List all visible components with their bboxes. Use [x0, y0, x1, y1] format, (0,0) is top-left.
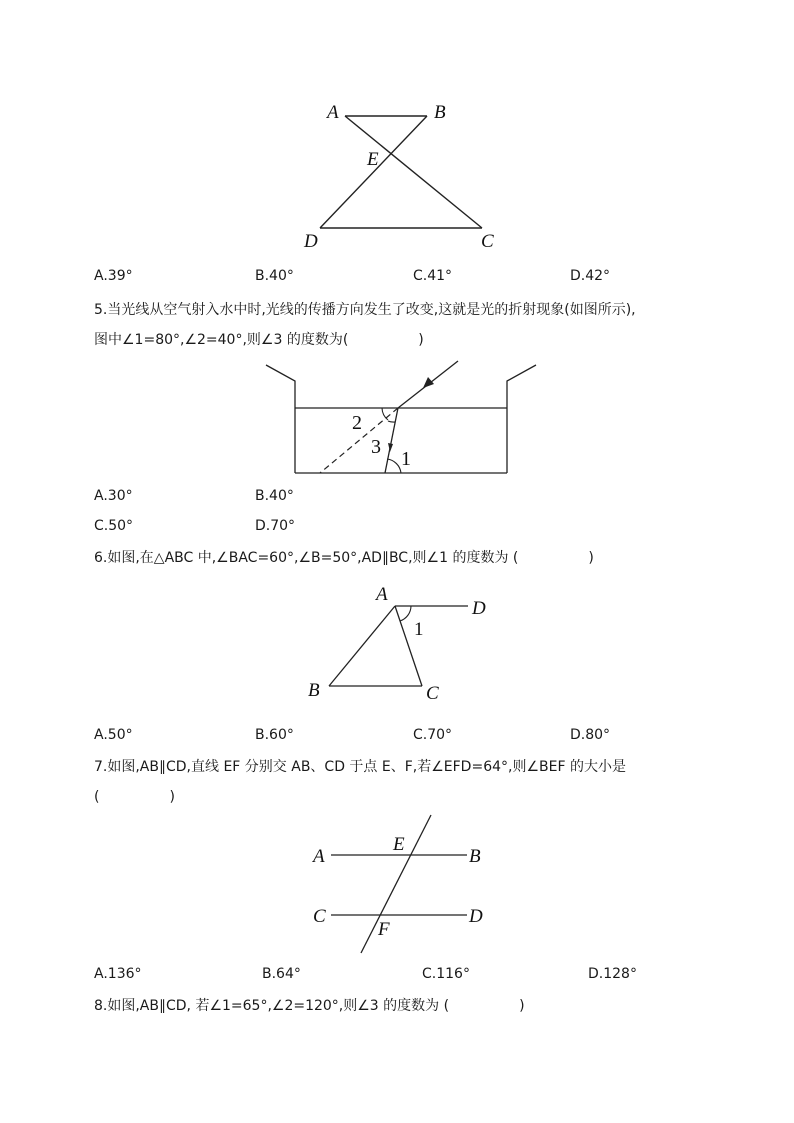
q6-option-c[interactable]: C.70°	[413, 727, 453, 743]
angle-arc-3	[388, 421, 395, 422]
q7-option-a[interactable]: A.136°	[94, 966, 142, 982]
point-label-e: E	[393, 834, 405, 855]
q7-stem-line2: ( )	[94, 789, 175, 805]
angle-label-2: 2	[352, 412, 362, 434]
q4-option-b[interactable]: B.40°	[255, 268, 294, 284]
q6-option-a[interactable]: A.50°	[94, 727, 133, 743]
angle-arc-1	[387, 459, 401, 473]
q5-option-b[interactable]: B.40°	[255, 488, 294, 504]
point-label-e: E	[367, 149, 379, 170]
segment-ac	[345, 116, 482, 228]
q7-option-c[interactable]: C.116°	[422, 966, 470, 982]
point-label-d: D	[469, 906, 483, 927]
figure-q4-triangles	[290, 95, 510, 260]
point-label-c: C	[426, 683, 439, 704]
point-label-b: B	[469, 846, 481, 867]
q7-option-b[interactable]: B.64°	[262, 966, 301, 982]
q4-option-c[interactable]: C.41°	[413, 268, 453, 284]
angle-arc-2	[382, 408, 388, 420]
segment-ac	[395, 606, 422, 686]
q7-option-d[interactable]: D.128°	[588, 966, 637, 982]
q5-stem-line2: 图中∠1=80°,∠2=40°,则∠3 的度数为( )	[94, 332, 424, 348]
q5-option-d[interactable]: D.70°	[255, 518, 296, 534]
angle-label-3: 3	[371, 436, 381, 458]
q5-stem-line1: 5.当光线从空气射入水中时,光线的传播方向发生了改变,这就是光的折射现象(如图所示),	[94, 302, 636, 318]
q4-option-d[interactable]: D.42°	[570, 268, 611, 284]
point-label-c: C	[481, 231, 494, 252]
point-label-a: A	[376, 584, 388, 605]
segment-bd	[320, 116, 427, 228]
q6-option-d[interactable]: D.80°	[570, 727, 611, 743]
container-left-wall	[266, 365, 295, 473]
container-right-wall	[507, 365, 536, 473]
q6-stem: 6.如图,在△ABC 中,∠BAC=60°,∠B=50°,AD∥BC,则∠1 的度数为 ( )	[94, 550, 594, 566]
q5-option-a[interactable]: A.30°	[94, 488, 133, 504]
point-label-b: B	[308, 680, 320, 701]
incident-arrow-icon	[423, 377, 434, 388]
q4-option-a[interactable]: A.39°	[94, 268, 133, 284]
segment-ab	[329, 606, 395, 686]
angle-label-1: 1	[414, 619, 424, 640]
angle-label-1: 1	[401, 448, 411, 470]
point-label-d: D	[304, 231, 318, 252]
q7-stem-line1: 7.如图,AB∥CD,直线 EF 分别交 AB、CD 于点 E、F,若∠EFD=64°,则∠BEF 的大小是	[94, 759, 626, 775]
point-label-c: C	[313, 906, 326, 927]
point-label-b: B	[434, 102, 446, 123]
point-label-a: A	[313, 846, 325, 867]
angle-arc-1	[400, 606, 411, 621]
figure-q5-refraction	[260, 355, 545, 480]
point-label-f: F	[378, 919, 390, 940]
q8-stem: 8.如图,AB∥CD, 若∠1=65°,∠2=120°,则∠3 的度数为 ( )	[94, 998, 525, 1014]
figure-q6-triangle	[300, 575, 510, 710]
q6-option-b[interactable]: B.60°	[255, 727, 294, 743]
point-label-a: A	[327, 102, 339, 123]
point-label-d: D	[472, 598, 486, 619]
refracted-arrow-icon	[388, 443, 393, 452]
q5-option-c[interactable]: C.50°	[94, 518, 134, 534]
figure-q7-parallel-lines	[300, 810, 500, 960]
